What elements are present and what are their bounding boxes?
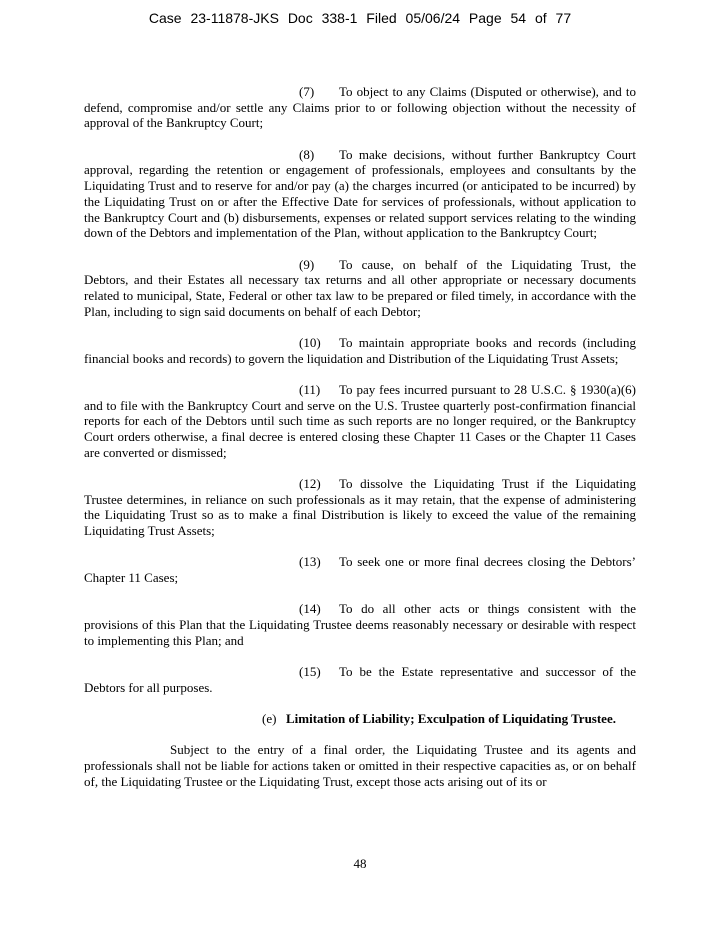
item-number: (11) <box>299 381 321 397</box>
item-text: To dissolve the Liquidating Trust if the Liquidating Trustee determines, in reliance on such professionals as it may retain, that the expense of administering the Liquidating Trust so as to make a final Distribution is likely to exceed the value of the remaining Liquidating Trust Assets; <box>84 476 636 539</box>
item-number: (13) <box>299 554 321 570</box>
section-number: (e) <box>262 711 277 727</box>
case-header: Case 23-11878-JKS Doc 338-1 Filed 05/06/24 Page 54 of 77 <box>148 10 572 26</box>
page-number: 48 <box>353 856 367 871</box>
item-number: (8) <box>299 146 315 162</box>
list-item <box>84 664 636 695</box>
item-number: (15) <box>299 664 321 680</box>
item-text: To maintain appropriate books and records (including financial books and records) to govern the liquidation and Distribution of the Liquidating Trust Assets; <box>84 334 636 366</box>
item-text: To make decisions, without further Bankruptcy Court approval, regarding the retention or engagement of professionals, employees and consultants by the Liquidating Trust and to reserve for and/or pay (a) the charges incurred (or anticipated to be incurred) by the Liquidating Trust on or after the Effective Date for services of professionals, without application to the Bankruptcy Court and (b) disbursements, expenses or related support services relating to the winding down of the Debtors and implementation of the Plan, without application to the Bankruptcy Court; <box>84 146 636 241</box>
list-item <box>84 476 636 539</box>
item-text: To be the Estate representative and successor of the Debtors for all purposes. <box>84 664 636 695</box>
list-item <box>84 257 636 320</box>
list-item <box>84 601 636 648</box>
item-text: To seek one or more final decrees closing the Debtors’ Chapter 11 Cases; <box>84 554 636 586</box>
item-number: (9) <box>299 256 315 272</box>
item-text: To pay fees incurred pursuant to 28 U.S.C. § 1930(a)(6) and to file with the Bankruptcy Court and serve on the U.S. Trustee quarterly post-confirmation financial reports for each of the Debtors until such time as such reports are no longer required, or the Bankruptcy Court orders otherwise, a final decree is entered closing these Chapter 11 Cases or the Chapter 11 Cases are converted or dismissed; <box>84 381 636 460</box>
list-item <box>84 84 636 131</box>
item-text: To object to any Claims (Disputed or otherwise), and to defend, compromise and/or settle any Claims prior to or following objection without the necessity of approval of the Bankruptcy Court; <box>84 84 636 131</box>
section-title: Limitation of Liability; Exculpation of Liquidating Trustee. <box>286 711 616 727</box>
list-item <box>84 554 636 585</box>
body-paragraph: Subject to the entry of a final order, the Liquidating Trustee and its agents and professionals shall not be liable for actions taken or omitted in their respective capacities as, or on behalf of, the Liquidating Trustee or the Liquidating Trust, except those acts arising out of its or <box>84 742 636 789</box>
item-number: (12) <box>299 476 321 492</box>
section-heading <box>84 711 636 727</box>
item-text: To do all other acts or things consistent with the provisions of this Plan that the Liquidating Trustee deems reasonably necessary or desirable with respect to implementing this Plan; and <box>84 601 636 648</box>
item-number: (10) <box>299 334 321 350</box>
document-body <box>84 84 636 790</box>
item-number: (14) <box>299 601 321 617</box>
item-number: (7) <box>299 84 315 99</box>
list-item <box>84 382 636 461</box>
list-item <box>84 335 636 366</box>
item-text: To cause, on behalf of the Liquidating Trust, the Debtors, and their Estates all necessary tax returns and all other appropriate or necessary documents related to municipal, State, Federal or other tax law to be prepared or filed timely, in accordance with the Plan, including to sign said documents on behalf of each Debtor; <box>84 256 636 319</box>
list-item <box>84 147 636 241</box>
